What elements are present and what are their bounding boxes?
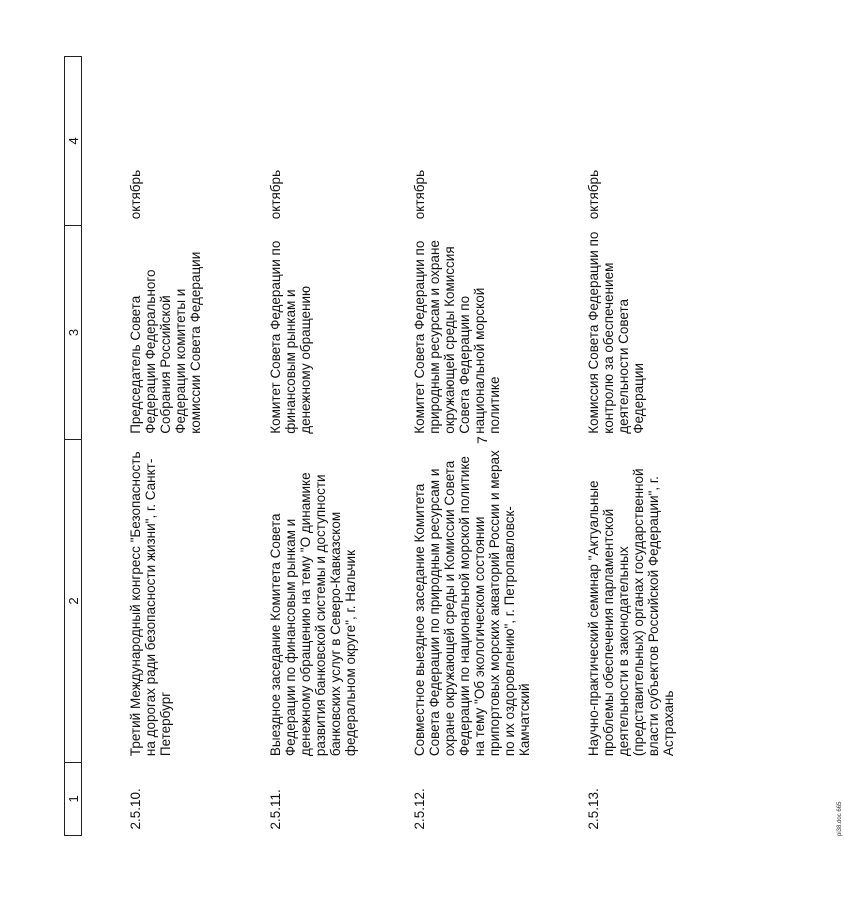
rotated-page	[64, 56, 843, 836]
table-row	[366, 57, 540, 836]
event-date: октябрь	[586, 169, 601, 220]
column-header-4: 4	[65, 57, 82, 226]
table-row	[222, 57, 366, 836]
table-row	[82, 57, 223, 836]
item-number: 2.5.13.	[586, 788, 601, 830]
event-description: Научно-практический семинар "Актуальные проблемы обеспечения парламентской деятельности в законодательных (представительных) органах государственной власти субъектов Российской Федерации", г. Астрахань	[586, 468, 676, 757]
column-header-1: 1	[65, 762, 82, 835]
event-date: октябрь	[412, 169, 427, 220]
event-date: октябрь	[268, 169, 283, 220]
column-header-2: 2	[65, 440, 82, 762]
item-number: 2.5.11.	[268, 789, 283, 830]
column-header-3: 3	[65, 225, 82, 440]
schedule-table	[64, 56, 684, 836]
column-header-row	[65, 57, 82, 836]
responsible-party: Комиссия Совета Федерации по контролю за обеспечением деятельности Совета Федерации	[586, 231, 646, 434]
responsible-party: Председатель Совета Федерации Федерального Собрания Российской Федерации комитеты и комиссии Совета Федерации	[128, 251, 203, 434]
event-description: Третий Международный конгресс "Безопасность на дорогах ради безопасности жизни", г. Санкт-Петербург	[128, 451, 173, 757]
event-date: октябрь	[128, 169, 143, 220]
page-number: 7	[474, 436, 490, 444]
table-row	[540, 57, 684, 836]
responsible-party: Комитет Совета Федерации по природным ресурсам и охране окружающей среды Комиссия Совета Федерации по национальной морской политике	[412, 240, 502, 434]
item-number: 2.5.12.	[412, 788, 427, 830]
event-description: Выездное заседание Комитета Совета Федерации по финансовым рынкам и денежному обращению на тему "О динамике развития банковской системы и доступности банковских услуг в Северо-Кавказском федеральном округе", г. Нальчик	[268, 472, 358, 757]
responsible-party: Комитет Совета Федерации по финансовым рынкам и денежному обращению	[268, 240, 313, 434]
item-number: 2.5.10.	[128, 788, 143, 830]
event-description: Совместное выездное заседание Комитета Совета Федерации по природным ресурсам и охране окружающей среды и Комиссии Совета Федерации по национальной морской политике на тему "Об экологическом состоянии припортовых морских акваторий России и мерах по их оздоровлению", г. Петропавловск-Камчатский	[412, 450, 532, 757]
document-code: pi38.doc 665	[837, 801, 843, 836]
